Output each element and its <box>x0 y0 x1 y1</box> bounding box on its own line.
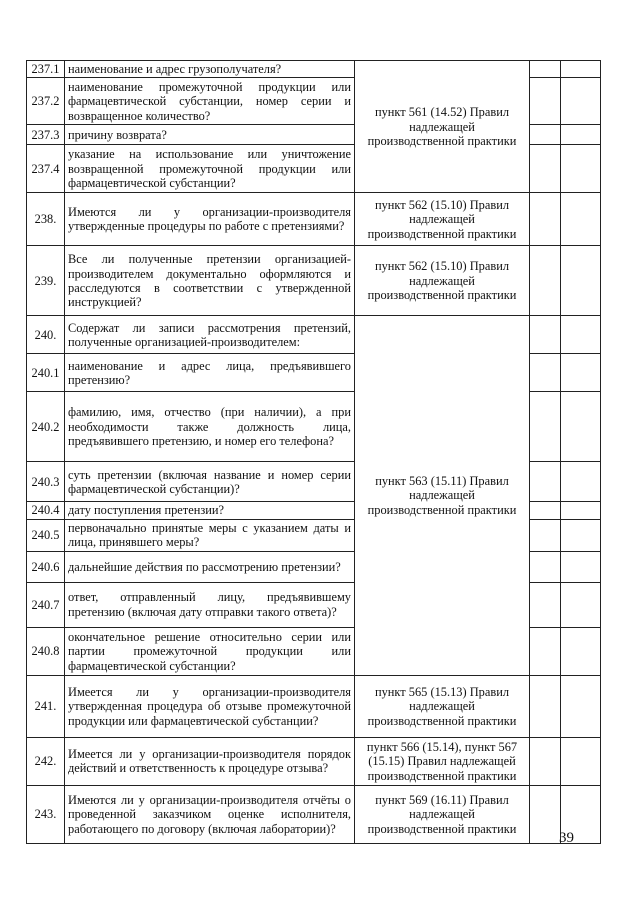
item-question: Все ли полученные претензии организацией-производителем документально оформляются и расследуются в соответствии с утвержденной инструкцией? <box>65 246 355 316</box>
comment-cell <box>561 125 601 145</box>
comment-cell <box>561 519 601 551</box>
comment-cell <box>561 392 601 462</box>
answer-cell <box>530 125 561 145</box>
norm-reference: пункт 561 (14.52) Правил надлежащей производственной практики <box>355 61 530 193</box>
item-number: 240.7 <box>27 582 65 627</box>
norm-reference: пункт 562 (15.10) Правил надлежащей производственной практики <box>355 246 530 316</box>
item-question: Имеется ли у организации-производителя утвержденная процедура об отзыве промежуточной продукции или фармацевтической субстанции? <box>65 675 355 737</box>
norm-reference: пункт 565 (15.13) Правил надлежащей производственной практики <box>355 675 530 737</box>
item-question: окончательное решение относительно серии или партии промежуточной продукции или фармацевтической субстанции? <box>65 627 355 675</box>
answer-cell <box>530 61 561 78</box>
item-question: фамилию, имя, отчество (при наличии), а при необходимости также должность лица, предъявившего претензию, и номер его телефона? <box>65 392 355 462</box>
item-number: 240.2 <box>27 392 65 462</box>
answer-cell <box>530 392 561 462</box>
answer-cell <box>530 246 561 316</box>
item-number: 240. <box>27 316 65 354</box>
item-question: дальнейшие действия по рассмотрению претензии? <box>65 551 355 582</box>
comment-cell <box>561 502 601 519</box>
answer-cell <box>530 737 561 785</box>
answer-cell <box>530 145 561 193</box>
norm-reference: пункт 562 (15.10) Правил надлежащей производственной практики <box>355 193 530 246</box>
table-row <box>27 785 601 843</box>
item-question: наименование и адрес грузополучателя? <box>65 61 355 78</box>
item-number: 240.6 <box>27 551 65 582</box>
comment-cell <box>561 316 601 354</box>
table-row <box>27 316 601 354</box>
item-number: 237.2 <box>27 78 65 125</box>
comment-cell <box>561 582 601 627</box>
item-number: 238. <box>27 193 65 246</box>
page-number: 39 <box>559 830 574 846</box>
answer-cell <box>530 316 561 354</box>
item-question: Имеется ли у организации-производителя порядок действий и ответственность к процедуре отзыва? <box>65 737 355 785</box>
table-row <box>27 737 601 785</box>
comment-cell <box>561 462 601 502</box>
norm-reference: пункт 563 (15.11) Правил надлежащей производственной практики <box>355 316 530 675</box>
item-question: Имеются ли у организации-производителя утвержденные процедуры по работе с претензиями? <box>65 193 355 246</box>
item-number: 237.1 <box>27 61 65 78</box>
answer-cell <box>530 675 561 737</box>
answer-cell <box>530 582 561 627</box>
item-number: 243. <box>27 785 65 843</box>
table-row <box>27 61 601 78</box>
answer-cell <box>530 551 561 582</box>
answer-cell <box>530 78 561 125</box>
table-row <box>27 246 601 316</box>
comment-cell <box>561 354 601 392</box>
item-question: первоначально принятые меры с указанием даты и лица, принявшего меры? <box>65 519 355 551</box>
item-question: причину возврата? <box>65 125 355 145</box>
item-question: наименование промежуточной продукции или фармацевтической субстанции, номер серии и возвращенное количество? <box>65 78 355 125</box>
item-number: 240.4 <box>27 502 65 519</box>
comment-cell <box>561 675 601 737</box>
item-number: 240.5 <box>27 519 65 551</box>
comment-cell <box>561 145 601 193</box>
item-number: 237.3 <box>27 125 65 145</box>
item-number: 242. <box>27 737 65 785</box>
comment-cell <box>561 193 601 246</box>
answer-cell <box>530 462 561 502</box>
item-number: 240.3 <box>27 462 65 502</box>
item-question: указание на использование или уничтожение возвращенной промежуточной продукции или фармацевтической субстанции? <box>65 145 355 193</box>
item-question: Содержат ли записи рассмотрения претензий, полученные организацией-производителем: <box>65 316 355 354</box>
item-number: 240.1 <box>27 354 65 392</box>
comment-cell <box>561 737 601 785</box>
table-row <box>27 675 601 737</box>
item-question: Имеются ли у организации-производителя отчёты о проведенной заказчиком оценке исполнителя, работающего по договору (включая лаборатории)? <box>65 785 355 843</box>
item-question: суть претензии (включая название и номер серии фармацевтической субстанции)? <box>65 462 355 502</box>
item-number: 239. <box>27 246 65 316</box>
comment-cell <box>561 246 601 316</box>
comment-cell <box>561 551 601 582</box>
answer-cell <box>530 502 561 519</box>
answer-cell <box>530 193 561 246</box>
comment-cell <box>561 61 601 78</box>
table-row <box>27 193 601 246</box>
norm-reference: пункт 569 (16.11) Правил надлежащей производственной практики <box>355 785 530 843</box>
item-question: ответ, отправленный лицу, предъявившему претензию (включая дату отправки такого ответа)? <box>65 582 355 627</box>
item-question: наименование и адрес лица, предъявившего претензию? <box>65 354 355 392</box>
norm-reference: пункт 566 (15.14), пункт 567 (15.15) Правил надлежащей производственной практики <box>355 737 530 785</box>
answer-cell <box>530 785 561 843</box>
item-question: дату поступления претензии? <box>65 502 355 519</box>
answer-cell <box>530 519 561 551</box>
answer-cell <box>530 627 561 675</box>
item-number: 241. <box>27 675 65 737</box>
comment-cell <box>561 627 601 675</box>
item-number: 237.4 <box>27 145 65 193</box>
answer-cell <box>530 354 561 392</box>
comment-cell <box>561 78 601 125</box>
checklist-table <box>26 60 601 844</box>
item-number: 240.8 <box>27 627 65 675</box>
